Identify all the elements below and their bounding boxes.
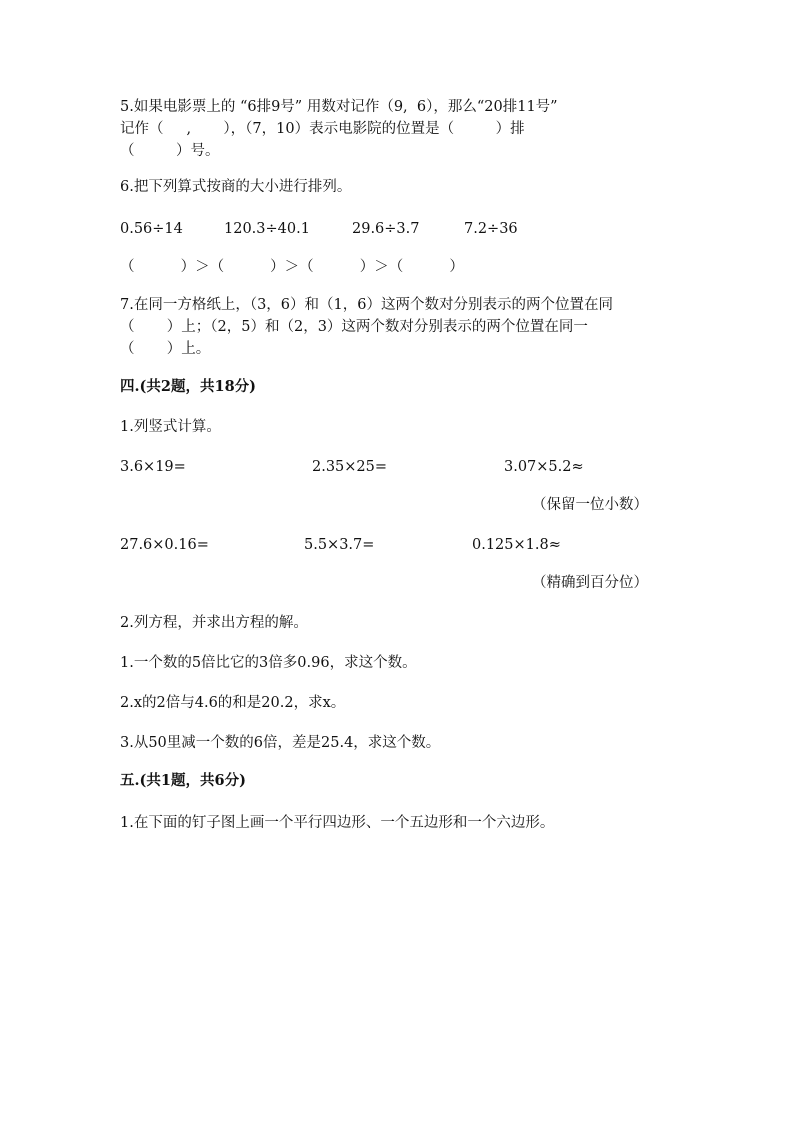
section-5-heading: 五.(共1题，共6分) [120, 772, 246, 789]
q7-line-1: 7.在同一方格纸上，（3，6）和（1，6）这两个数对分别表示的两个位置在同 [120, 297, 613, 313]
q6-title: 6.把下列算式按商的大小进行排列。 [120, 179, 352, 195]
calc-1: 3.6×19= [120, 459, 186, 475]
q6-order-blanks: （ ）＞（ ）＞（ ）＞（ ） [120, 259, 464, 275]
equation-problem-2: 2.x的2倍与4.6的和是20.2，求x。 [120, 695, 346, 711]
calc-3: 3.07×5.2≈ [504, 459, 584, 475]
equation-problem-3: 3.从50里减一个数的6倍，差是25.4，求这个数。 [120, 735, 441, 751]
q6-expression-2: 120.3÷40.1 [224, 221, 310, 237]
calc-note-2: （精确到百分位） [532, 575, 648, 591]
q6-expression-3: 29.6÷3.7 [352, 221, 420, 237]
q7-line-3: （ ）上。 [120, 341, 211, 357]
section-4-problem-2-title: 2.列方程，并求出方程的解。 [120, 615, 308, 631]
section-4-heading: 四.(共2题，共18分) [120, 378, 257, 395]
equation-problem-1: 1.一个数的5倍比它的3倍多0.96，求这个数。 [120, 655, 417, 671]
calc-2: 2.35×25= [312, 459, 388, 475]
q6-expression-4: 7.2÷36 [464, 221, 518, 237]
q5-line-2: 记作（ , ），（7，10）表示电影院的位置是（ ）排 [120, 121, 525, 137]
q6-expression-1: 0.56÷14 [120, 221, 183, 237]
q5-line-1: 5.如果电影票上的 “6排9号” 用数对记作（9, 6），那么“20排11号” [120, 99, 558, 115]
calc-5: 5.5×3.7= [304, 537, 375, 553]
calc-6: 0.125×1.8≈ [472, 537, 561, 553]
section-4-problem-1-title: 1.列竖式计算。 [120, 419, 221, 435]
calc-note-1: （保留一位小数） [532, 497, 648, 513]
q7-line-2: （ ）上；（2，5）和（2，3）这两个数对分别表示的两个位置在同一 [120, 319, 588, 335]
calc-4: 27.6×0.16= [120, 537, 209, 553]
section-5-problem-1-title: 1.在下面的钉子图上画一个平行四边形、一个五边形和一个六边形。 [120, 815, 555, 831]
q5-line-3: （ ）号。 [120, 143, 220, 159]
